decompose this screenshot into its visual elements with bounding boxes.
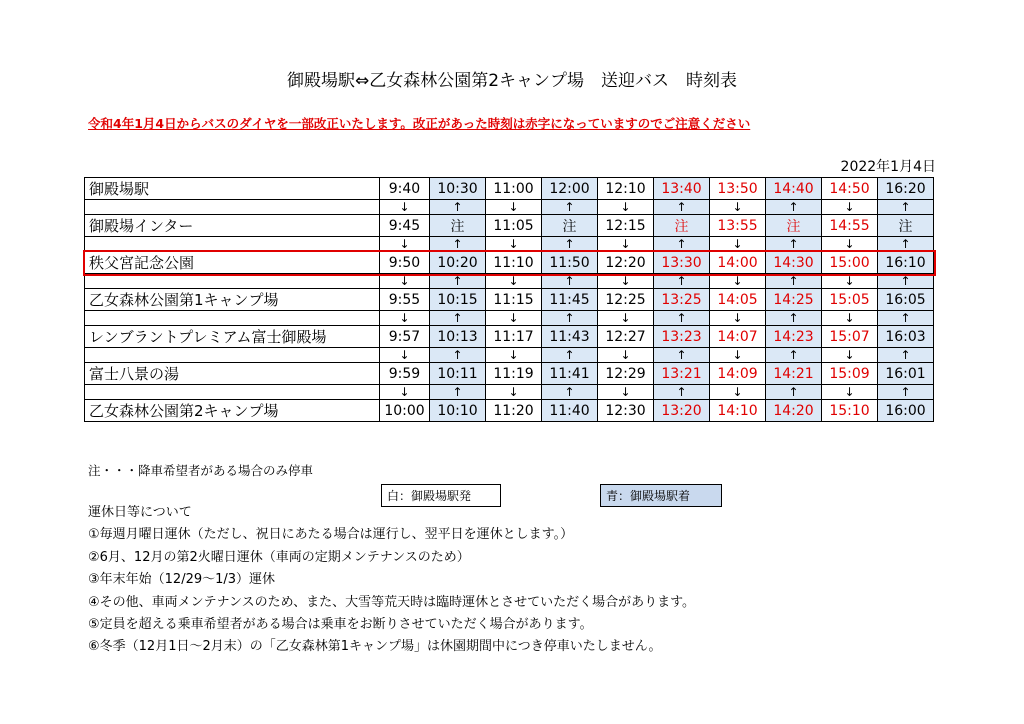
footnote: 注・・・降車希望者がある場合のみ停車 <box>88 463 314 478</box>
time-cell: 注 <box>878 215 934 237</box>
time-cell: 11:40 <box>542 400 598 422</box>
time-cell: 11:17 <box>486 326 542 348</box>
time-cell: 10:10 <box>430 400 486 422</box>
arrow-up-icon: ↑ <box>542 274 598 289</box>
stop-name: 富士八景の湯 <box>85 363 380 385</box>
time-cell: 13:23 <box>654 326 710 348</box>
arrow-down-icon: ↓ <box>380 348 430 363</box>
time-cell: 16:10 <box>878 252 934 274</box>
arrow-up-icon: ↑ <box>542 348 598 363</box>
arrow-up-icon: ↑ <box>430 237 486 252</box>
time-cell: 14:23 <box>766 326 822 348</box>
arrow-down-icon: ↓ <box>486 274 542 289</box>
arrow-up-icon: ↑ <box>878 385 934 400</box>
time-cell: 14:40 <box>766 178 822 200</box>
arrow-row-spacer <box>85 200 380 215</box>
arrow-up-icon: ↑ <box>654 200 710 215</box>
time-cell: 14:25 <box>766 289 822 311</box>
arrow-up-icon: ↑ <box>542 237 598 252</box>
time-cell: 14:10 <box>710 400 766 422</box>
arrow-down-icon: ↓ <box>486 385 542 400</box>
arrow-up-icon: ↑ <box>542 311 598 326</box>
time-cell: 14:05 <box>710 289 766 311</box>
time-cell: 11:41 <box>542 363 598 385</box>
arrow-row <box>85 200 934 215</box>
arrow-down-icon: ↓ <box>710 200 766 215</box>
time-cell: 13:55 <box>710 215 766 237</box>
arrow-down-icon: ↓ <box>380 200 430 215</box>
time-cell: 注 <box>766 215 822 237</box>
service-info-item: ③年末年始（12/29～1/3）運休 <box>88 572 276 588</box>
time-cell: 11:50 <box>542 252 598 274</box>
arrow-up-icon: ↑ <box>542 200 598 215</box>
arrow-down-icon: ↓ <box>710 274 766 289</box>
arrow-up-icon: ↑ <box>542 385 598 400</box>
arrow-row <box>85 385 934 400</box>
arrow-down-icon: ↓ <box>598 311 654 326</box>
time-cell: 13:25 <box>654 289 710 311</box>
arrow-down-icon: ↓ <box>380 311 430 326</box>
time-cell: 15:07 <box>822 326 878 348</box>
time-cell: 13:21 <box>654 363 710 385</box>
arrow-row <box>85 237 934 252</box>
service-info-item: ④その他、車両メンテナンスのため、また、大雪等荒天時は臨時運休とさせていただく場合があります。 <box>88 594 696 610</box>
time-cell: 注 <box>542 215 598 237</box>
arrow-up-icon: ↑ <box>430 200 486 215</box>
arrow-up-icon: ↑ <box>878 348 934 363</box>
arrow-down-icon: ↓ <box>822 237 878 252</box>
stop-name: 乙女森林公園第1キャンプ場 <box>85 289 380 311</box>
time-cell: 11:05 <box>486 215 542 237</box>
timetable <box>84 177 934 422</box>
time-cell: 11:00 <box>486 178 542 200</box>
arrow-down-icon: ↓ <box>710 311 766 326</box>
arrow-up-icon: ↑ <box>878 274 934 289</box>
time-cell: 14:00 <box>710 252 766 274</box>
arrow-up-icon: ↑ <box>766 200 822 215</box>
time-cell: 9:40 <box>380 178 430 200</box>
arrow-up-icon: ↑ <box>766 311 822 326</box>
arrow-down-icon: ↓ <box>486 311 542 326</box>
arrow-up-icon: ↑ <box>878 200 934 215</box>
time-cell: 16:01 <box>878 363 934 385</box>
stop-row <box>85 326 934 348</box>
time-cell: 9:59 <box>380 363 430 385</box>
arrow-up-icon: ↑ <box>654 348 710 363</box>
service-info-item: ⑤定員を超える乗車希望者がある場合は乗車をお断りさせていただく場合があります。 <box>88 617 593 633</box>
time-cell: 9:50 <box>380 252 430 274</box>
arrow-down-icon: ↓ <box>822 348 878 363</box>
stop-name: 秩父宮記念公園 <box>85 252 380 274</box>
time-cell: 11:19 <box>486 363 542 385</box>
time-cell: 15:00 <box>822 252 878 274</box>
arrow-up-icon: ↑ <box>654 274 710 289</box>
time-cell: 14:07 <box>710 326 766 348</box>
arrow-down-icon: ↓ <box>710 348 766 363</box>
time-cell: 13:40 <box>654 178 710 200</box>
effective-date: 2022年1月4日 <box>840 159 936 175</box>
arrow-row-spacer <box>85 274 380 289</box>
arrow-row <box>85 311 934 326</box>
arrow-down-icon: ↓ <box>710 385 766 400</box>
time-cell: 12:25 <box>598 289 654 311</box>
stop-row <box>85 215 934 237</box>
stop-row <box>85 363 934 385</box>
time-cell: 14:21 <box>766 363 822 385</box>
arrow-down-icon: ↓ <box>486 200 542 215</box>
stop-row <box>85 178 934 200</box>
time-cell: 10:13 <box>430 326 486 348</box>
arrow-up-icon: ↑ <box>654 385 710 400</box>
time-cell: 10:15 <box>430 289 486 311</box>
time-cell: 9:45 <box>380 215 430 237</box>
arrow-down-icon: ↓ <box>822 385 878 400</box>
time-cell: 12:20 <box>598 252 654 274</box>
time-cell: 注 <box>654 215 710 237</box>
service-info-item: ⑥冬季（12月1日～2月末）の「乙女森林第1キャンプ場」は休園期間中につき停車いたしません。 <box>88 639 662 655</box>
arrow-down-icon: ↓ <box>598 237 654 252</box>
time-cell: 9:55 <box>380 289 430 311</box>
time-cell: 12:10 <box>598 178 654 200</box>
stop-name: 御殿場インター <box>85 215 380 237</box>
time-cell: 14:30 <box>766 252 822 274</box>
time-cell: 15:10 <box>822 400 878 422</box>
arrow-down-icon: ↓ <box>486 237 542 252</box>
arrow-row-spacer <box>85 237 380 252</box>
stop-name: レンブラントプレミアム富士御殿場 <box>85 326 380 348</box>
arrow-down-icon: ↓ <box>598 348 654 363</box>
arrow-up-icon: ↑ <box>430 385 486 400</box>
service-info-item: ②6月、12月の第2火曜日運休（車両の定期メンテナンスのため） <box>88 549 470 565</box>
time-cell: 注 <box>430 215 486 237</box>
stop-name: 御殿場駅 <box>85 178 380 200</box>
time-cell: 11:10 <box>486 252 542 274</box>
time-cell: 12:29 <box>598 363 654 385</box>
time-cell: 9:57 <box>380 326 430 348</box>
arrow-down-icon: ↓ <box>822 274 878 289</box>
arrow-up-icon: ↑ <box>878 237 934 252</box>
arrow-up-icon: ↑ <box>766 385 822 400</box>
legend-blue: 青：御殿場駅着 <box>600 484 722 507</box>
arrow-up-icon: ↑ <box>878 311 934 326</box>
arrow-down-icon: ↓ <box>380 274 430 289</box>
time-cell: 14:20 <box>766 400 822 422</box>
arrow-down-icon: ↓ <box>822 200 878 215</box>
arrow-row-spacer <box>85 385 380 400</box>
time-cell: 12:00 <box>542 178 598 200</box>
arrow-up-icon: ↑ <box>430 348 486 363</box>
time-cell: 13:30 <box>654 252 710 274</box>
time-cell: 11:43 <box>542 326 598 348</box>
arrow-up-icon: ↑ <box>766 274 822 289</box>
arrow-up-icon: ↑ <box>430 274 486 289</box>
stop-row <box>85 289 934 311</box>
stop-name: 乙女森林公園第2キャンプ場 <box>85 400 380 422</box>
time-cell: 10:20 <box>430 252 486 274</box>
stop-row <box>85 400 934 422</box>
stop-row <box>85 252 934 274</box>
legend-white: 白：御殿場駅発 <box>381 484 501 507</box>
schedule-change-notice: 令和4年1月4日からバスのダイヤを一部改正いたします。改正があった時刻は赤字になっていますのでご注意ください <box>88 116 751 131</box>
service-info <box>88 502 695 659</box>
time-cell: 16:20 <box>878 178 934 200</box>
arrow-down-icon: ↓ <box>380 385 430 400</box>
time-cell: 16:03 <box>878 326 934 348</box>
service-info-item: ①毎週月曜日運休（ただし、祝日にあたる場合は運行し、翌平日を運休とします。） <box>88 527 574 543</box>
time-cell: 13:50 <box>710 178 766 200</box>
time-cell: 15:09 <box>822 363 878 385</box>
arrow-down-icon: ↓ <box>598 200 654 215</box>
arrow-row-spacer <box>85 348 380 363</box>
time-cell: 11:20 <box>486 400 542 422</box>
page-title: 御殿場駅⇔乙女森林公園第2キャンプ場 送迎バス 時刻表 <box>286 71 738 91</box>
time-cell: 14:55 <box>822 215 878 237</box>
time-cell: 14:09 <box>710 363 766 385</box>
arrow-down-icon: ↓ <box>710 237 766 252</box>
time-cell: 11:15 <box>486 289 542 311</box>
time-cell: 16:05 <box>878 289 934 311</box>
arrow-up-icon: ↑ <box>766 348 822 363</box>
arrow-row <box>85 274 934 289</box>
arrow-down-icon: ↓ <box>486 348 542 363</box>
time-cell: 12:27 <box>598 326 654 348</box>
time-cell: 10:30 <box>430 178 486 200</box>
arrow-up-icon: ↑ <box>430 311 486 326</box>
time-cell: 16:00 <box>878 400 934 422</box>
arrow-up-icon: ↑ <box>654 237 710 252</box>
arrow-up-icon: ↑ <box>654 311 710 326</box>
arrow-row <box>85 348 934 363</box>
time-cell: 12:30 <box>598 400 654 422</box>
time-cell: 13:20 <box>654 400 710 422</box>
arrow-down-icon: ↓ <box>822 311 878 326</box>
arrow-down-icon: ↓ <box>598 274 654 289</box>
arrow-down-icon: ↓ <box>380 237 430 252</box>
time-cell: 11:45 <box>542 289 598 311</box>
arrow-down-icon: ↓ <box>598 385 654 400</box>
time-cell: 12:15 <box>598 215 654 237</box>
time-cell: 10:11 <box>430 363 486 385</box>
time-cell: 10:00 <box>380 400 430 422</box>
arrow-up-icon: ↑ <box>766 237 822 252</box>
arrow-row-spacer <box>85 311 380 326</box>
time-cell: 14:50 <box>822 178 878 200</box>
service-info-heading: 運休日等について <box>88 505 192 520</box>
time-cell: 15:05 <box>822 289 878 311</box>
